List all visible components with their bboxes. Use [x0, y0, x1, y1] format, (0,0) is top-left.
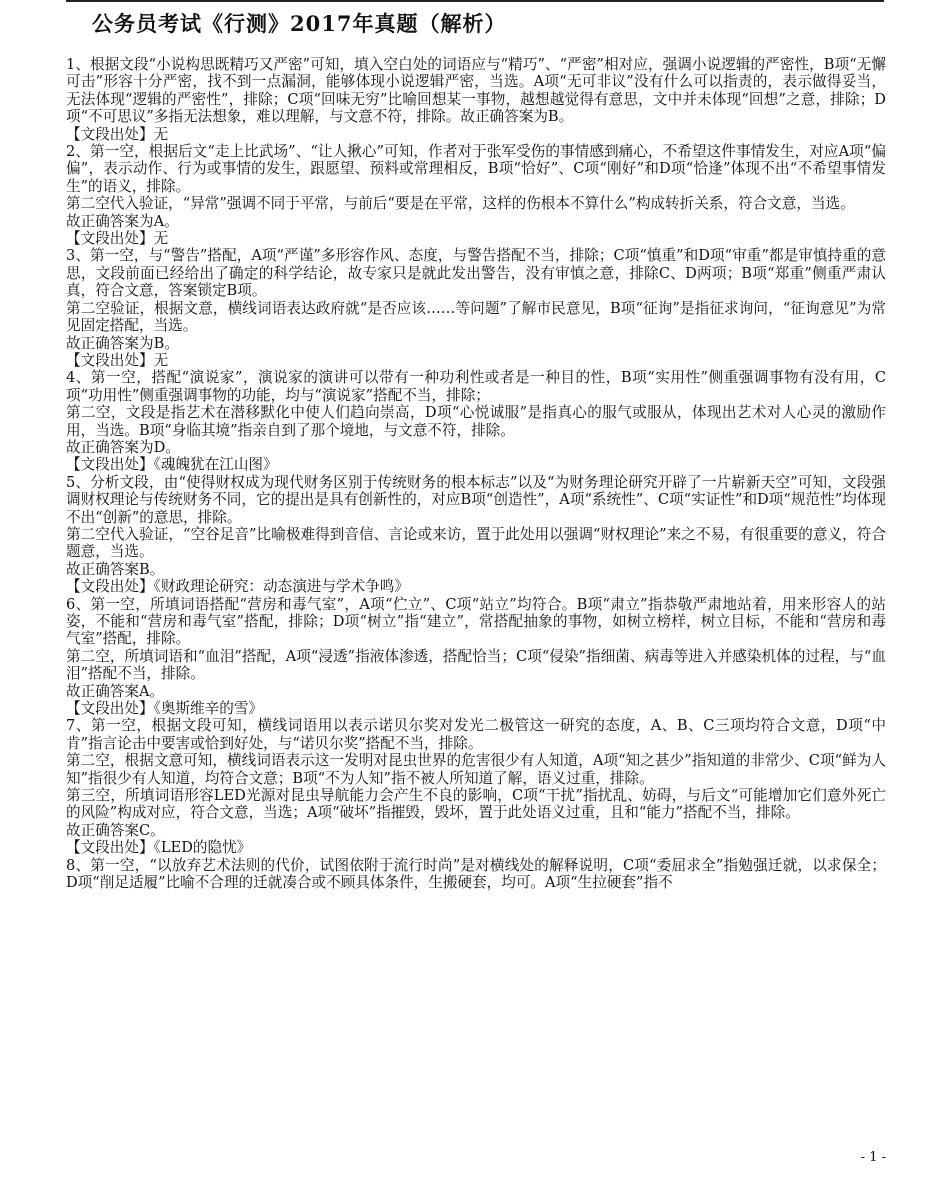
paragraph: 3、第一空，与“警告”搭配，A项“严谨”多形容作风、态度，与警告搭配不当，排除；C项“慎重”和D项“审重”都是审慎持重的意思，文段前面已经给出了确定的科学结论，故专家只是就此发出警告，没有审慎之意，排除C、D两项；B项“郑重”侧重严肃认真，符合文意，答案锁定B项。 [66, 247, 886, 300]
paragraph: 故正确答案C。 [66, 821, 165, 839]
paragraph: 第二空代入验证，“异常”强调不同于平常，与前后“要是在平常，这样的伤根本不算什么”构成转折关系，符合文意，当选。 [66, 195, 855, 213]
page-number: - 1 - [860, 1150, 886, 1165]
paragraph: 第二空，根据文意可知，横线词语表示这一发明对昆虫世界的危害很少有人知道，A项“知之甚少”指知道的非常少、C项“鲜为人知”指很少有人知道，均符合文意；B项“不为人知”指不被人所知道了解，语义过重，排除。 [66, 752, 886, 787]
paragraph: 故正确答案A。 [66, 682, 165, 700]
paragraph: 4、第一空，搭配“演说家”，演说家的演讲可以带有一种功利性或者是一种目的性，B项“实用性”侧重强调事物有没有用，C项“功用性”侧重强调事物的功能，均与“演说家”搭配不当，排除； [66, 369, 886, 404]
paragraph: 5、分析文段，由“使得财权成为现代财务区别于传统财务的根本标志”以及“为财务理论研究开辟了一片崭新天空”可知，文段强调财权理论与传统财务不同，它的提出是具有创新性的，对应B项“创造性”，A项“系统性”、C项“实证性”和D项“规范性”均体现不出“创新”的意思，排除。 [66, 473, 886, 526]
paragraph: 2、第一空，根据后文“走上比武场”、“让人揪心”可知，作者对于张军受伤的事情感到痛心，不希望这件事情发生，对应A项“偏偏”，表示动作、行为或事情的发生，跟愿望、预料或常理相反，B项“恰好”、C项“刚好”和D项“恰逢”体现不出“不希望事情发生”的语义，排除。 [66, 143, 886, 195]
document-body [66, 56, 886, 892]
paragraph: 故正确答案为A。 [66, 212, 179, 230]
paragraph: 第二空，所填词语和“血泪”搭配，A项“浸透”指液体渗透，搭配恰当；C项“侵染”指细菌、病毒等进入并感染机体的过程，与“血泪”搭配不当，排除。 [66, 647, 886, 683]
paragraph: 1、根据文段“小说构思既精巧又严密”可知，填入空白处的词语应与“精巧”、“严密”相对应，强调小说逻辑的严密性，B项“无懈可击”形容十分严密，找不到一点漏洞，能够体现小说逻辑严密，当选。A项“无可非议”没有什么可以指责的，表示做得妥当，无法体现“逻辑的严密性”，排除；C项“回味无穷”比喻回想某一事物，越想越觉得有意思，文中并未体现“回想”之意，排除；D项“不可思议”多指无法想象，难以理解，与文意不符，排除。故正确答案为B。 [66, 56, 886, 126]
paragraph: 故正确答案B。 [66, 560, 165, 578]
paragraph: 【文段出处】《LED的隐忧》 [66, 839, 252, 857]
paragraph: 【文段出处】无 [66, 351, 169, 369]
paragraph: 【文段出处】《奥斯维辛的雪》 [66, 700, 264, 718]
page-title: 公务员考试《行测》2017年真题（解析） [92, 11, 507, 36]
paragraph: 第二空，文段是指艺术在潜移默化中使人们趋向崇高，D项“心悦诚服”是指真心的服气或服从，体现出艺术对人心灵的激励作用，当选。B项“身临其境”指亲自到了那个境地，与文意不符，排除。 [66, 404, 886, 439]
paragraph: 【文段出处】《财政理论研究：动态演进与学术争鸣》 [66, 578, 409, 596]
paragraph: 6、第一空，所填词语搭配“营房和毒气室”，A项“伫立”、C项“站立”均符合。B项“肃立”指恭敬严肃地站着，用来形容人的站姿，不能和“营房和毒气室”搭配，排除；D项“树立”指“建立”，常搭配抽象的事物，如树立榜样，树立目标，不能和“营房和毒气室”搭配，排除。 [66, 595, 886, 648]
paragraph: 第二空代入验证，“空谷足音”比喻极难得到音信、言论或来访，置于此处用以强调“财权理论”来之不易，有很重要的意义，符合题意，当选。 [66, 525, 886, 561]
paragraph: 8、第一空，“以放弃艺术法则的代价，试图依附于流行时尚”是对横线处的解释说明，C项“委屈求全”指勉强迁就，以求保全；D项“削足适履”比喻不合理的迁就凑合或不顾具体条件，生搬硬套，均可。A项“生拉硬套”指不 [66, 856, 886, 892]
paragraph: 故正确答案为B。 [66, 334, 179, 352]
paragraph: 【文段出处】《魂魄犹在江山图》 [66, 456, 278, 474]
paragraph: 故正确答案为D。 [66, 438, 180, 456]
header-rule [66, 0, 884, 2]
paragraph: 第三空，所填词语形容LED光源对昆虫导航能力会产生不良的影响，C项“干扰”指扰乱、妨碍，与后文“可能增加它们意外死亡的风险”构成对应，符合文意，当选；A项“破坏”指摧毁，毁坏，置于此处语义过重，且和“能力”搭配不当，排除。 [66, 787, 886, 822]
paragraph: 第二空验证，根据文意，横线词语表达政府就“是否应该……等问题”了解市民意见，B项“征询”是指征求询问，“征询意见”为常见固定搭配，当选。 [66, 299, 886, 335]
paragraph: 7、第一空，根据文段可知，横线词语用以表示诺贝尔奖对发光二极管这一研究的态度，A、B、C三项均符合文意，D项“中肯”指言论击中要害或恰到好处，与“诺贝尔奖”搭配不当，排除。 [66, 717, 886, 752]
paragraph: 【文段出处】无 [66, 125, 169, 143]
paragraph: 【文段出处】无 [66, 230, 169, 248]
